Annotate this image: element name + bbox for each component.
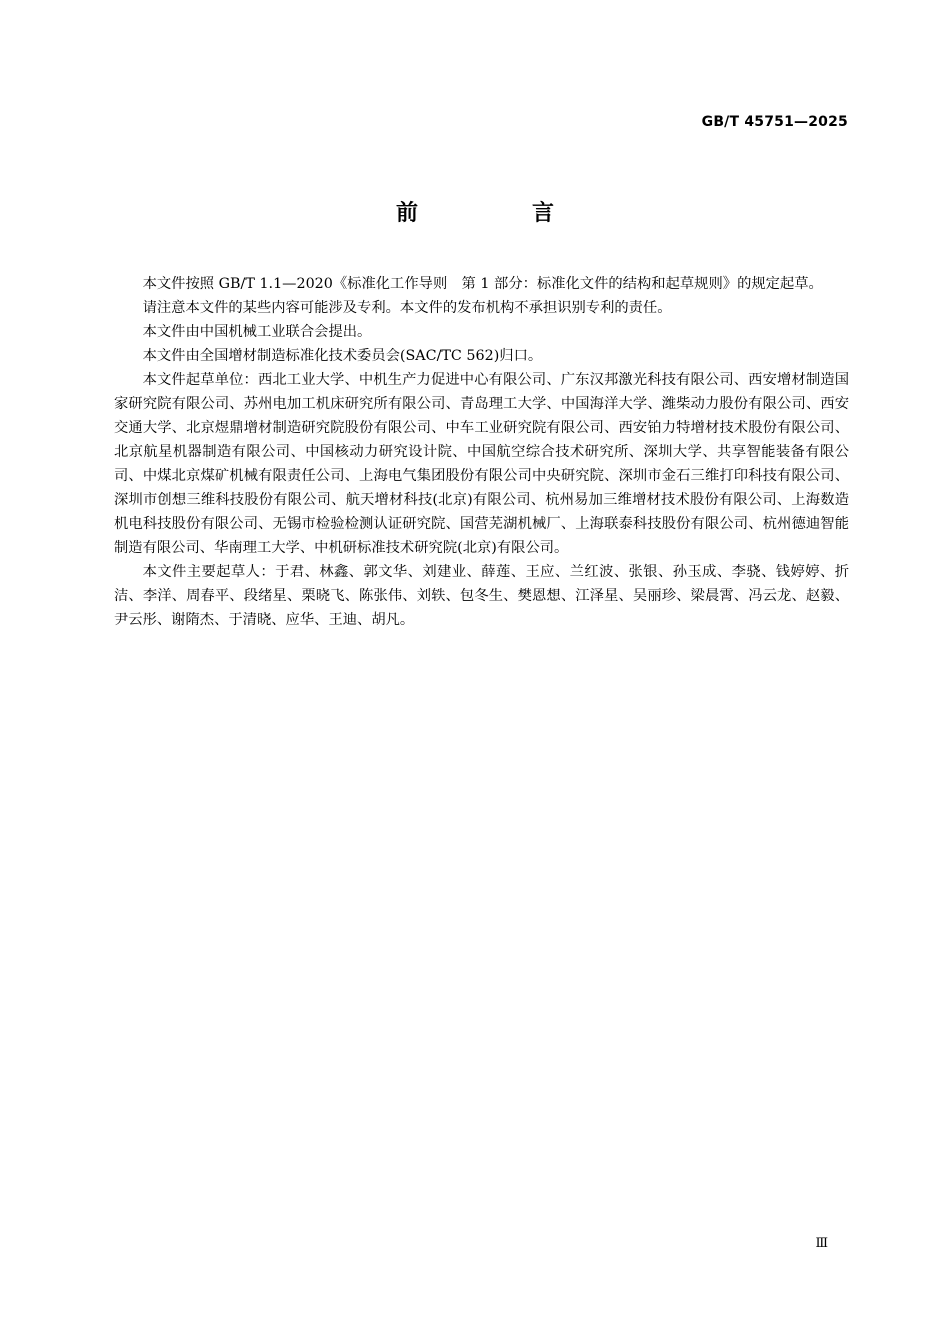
document-body <box>114 272 849 632</box>
paragraph-patent-notice: 请注意本文件的某些内容可能涉及专利。本文件的发布机构不承担识别专利的责任。 <box>142 300 672 316</box>
page-number: Ⅲ <box>815 1236 828 1251</box>
document-number: GB/T 45751—2025 <box>701 114 848 130</box>
paragraph-drafting-rules: 本文件按照 GB/T 1.1—2020《标准化工作导则 第 1 部分：标准化文件的结构和起草规则》的规定起草。 <box>142 276 823 292</box>
paragraph-technical-committee: 本文件由全国增材制造标准化技术委员会(SAC/TC 562)归口。 <box>142 348 543 364</box>
page-title: 前 言 <box>395 201 600 226</box>
paragraph-drafters: 本文件主要起草人：于君、林鑫、郭文华、刘建业、薛莲、王应、兰红波、张银、孙玉成、李骁、钱婷婷、折洁、李洋、周春平、段绪星、栗晓飞、陈张伟、刘轶、包冬生、樊恩想、江泽星、吴丽珍、梁晨霄、冯云龙、赵毅、尹云彤、谢隋杰、于清晓、应华、王迪、胡凡。 <box>114 564 849 628</box>
paragraph-drafting-units: 本文件起草单位：西北工业大学、中机生产力促进中心有限公司、广东汉邦激光科技有限公司、西安增材制造国家研究院有限公司、苏州电加工机床研究所有限公司、青岛理工大学、中国海洋大学、潍柴动力股份有限公司、西安交通大学、北京煜鼎增材制造研究院股份有限公司、中车工业研究院有限公司、西安铂力特增材技术股份有限公司、北京航星机器制造有限公司、中国核动力研究设计院、中国航空综合技术研究所、深圳大学、共享智能装备有限公司、中煤北京煤矿机械有限责任公司、上海电气集团股份有限公司中央研究院、深圳市金石三维打印科技有限公司、深圳市创想三维科技股份有限公司、航天增材科技(北京)有限公司、杭州易加三维增材技术股份有限公司、上海数造机电科技股份有限公司、无锡市检验检测认证研究院、国营芜湖机械厂、上海联泰科技股份有限公司、杭州德迪智能制造有限公司、华南理工大学、中机研标准技术研究院(北京)有限公司。 <box>114 372 849 556</box>
paragraph-proposer: 本文件由中国机械工业联合会提出。 <box>142 324 372 340</box>
